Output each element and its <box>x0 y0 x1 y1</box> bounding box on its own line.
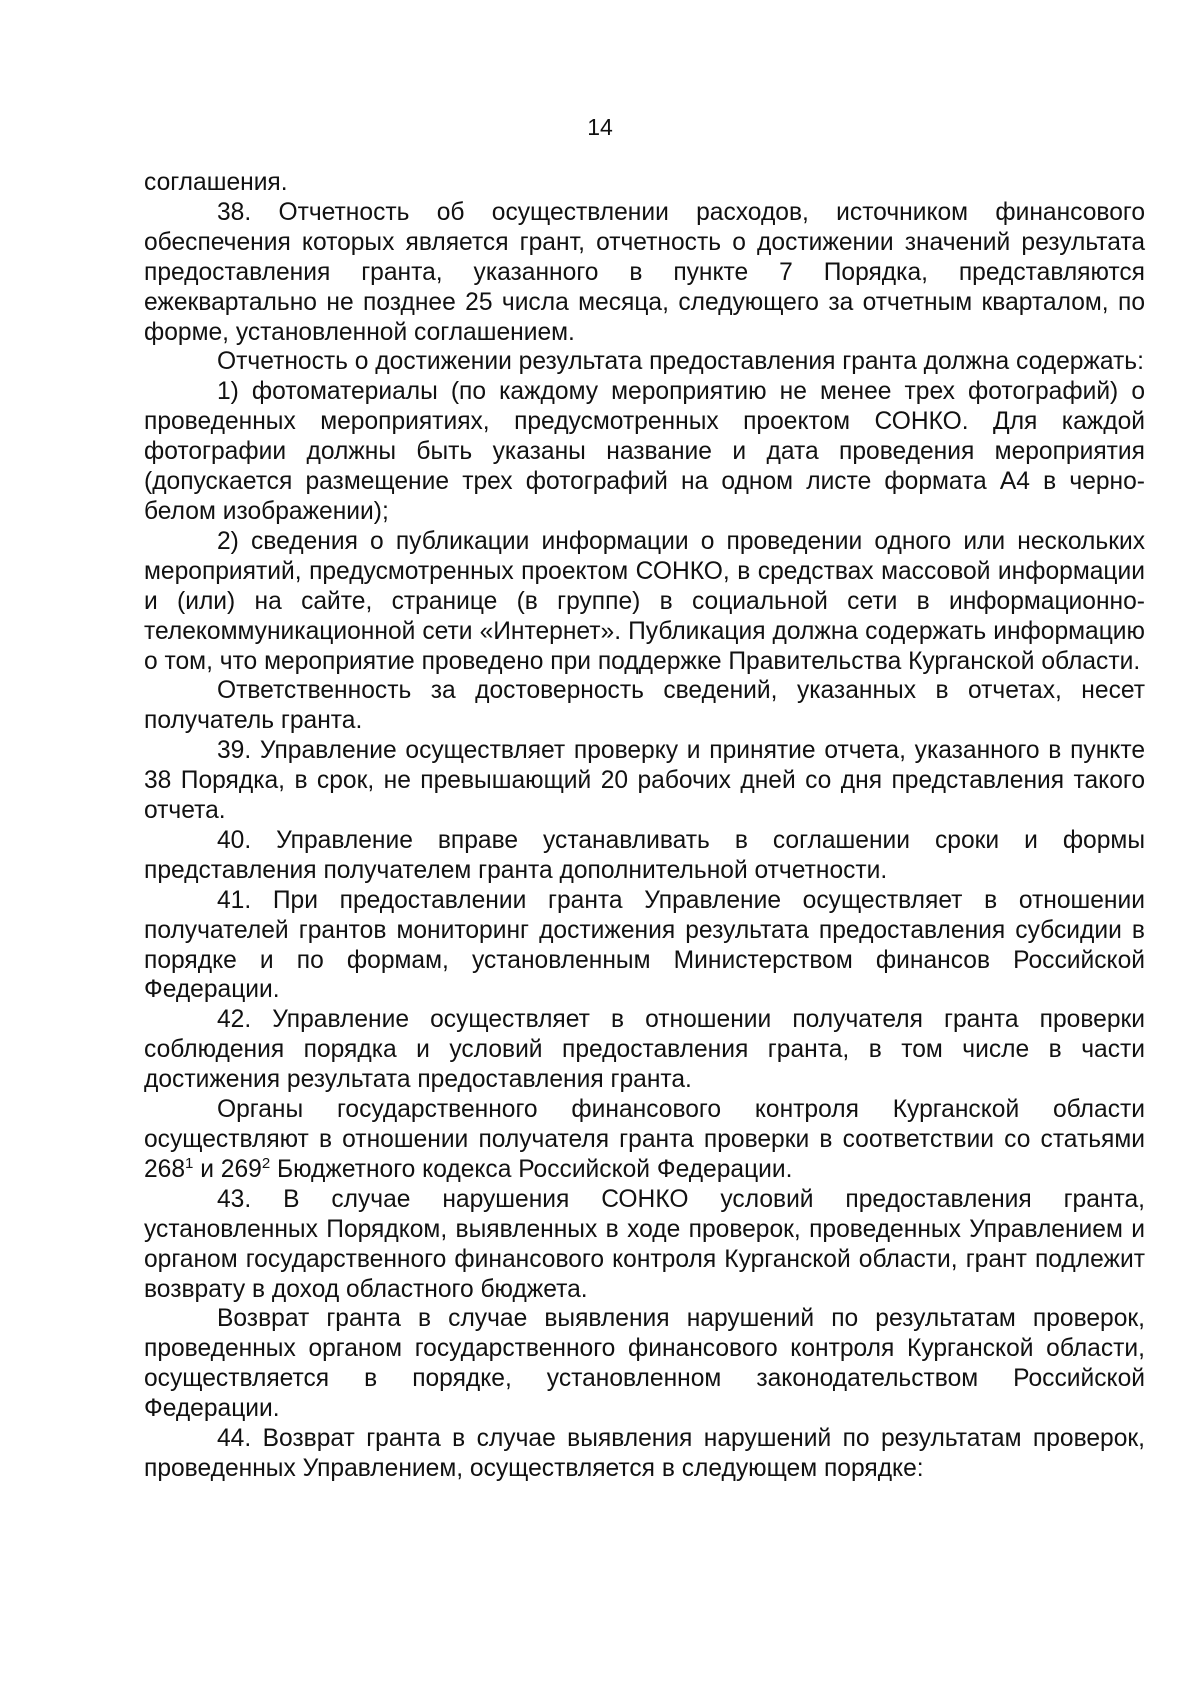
articles-text-after: Бюджетного кодекса Российской Федерации. <box>270 1155 793 1183</box>
paragraph-39: 39. Управление осуществляет проверку и принятие отчета, указанного в пункте 38 Порядка, в срок, не превышающий 20 рабочих дней со дня представления такого отчета. <box>144 737 1145 825</box>
articles-text-middle: и 269 <box>193 1155 262 1183</box>
paragraph-continuation: соглашения. <box>144 169 288 196</box>
paragraph-item-2-publications: 2) сведения о публикации информации о проведении одного или нескольких мероприятий, предусмотренных проектом СОНКО, в средствах массовой информации и (или) на сайте, странице (в группе) в социальной сети в информационно-телекоммуникационной сети «Интернет». Публикация должна содержать информацию о том, что мероприятие проведено при поддержке Правительства Курганской области. <box>144 527 1145 675</box>
articles-text-before: Органы государственного финансового контроля Курганской области осуществляют в отношении получателя гранта проверки в соответствии со статьями 268 <box>144 1096 1145 1183</box>
paragraph-financial-control <box>144 1095 1145 1185</box>
document-body <box>144 168 1145 1484</box>
superscript-1: 1 <box>185 1154 194 1172</box>
paragraph-43: 43. В случае нарушения СОНКО условий предоставления гранта, установленных Порядком, выявленных в ходе проверок, проведенных Управлением и органом государственного финансового контроля Курганской области, грант подлежит возврату в доход областного бюджета. <box>144 1185 1145 1303</box>
paragraph-refund-control: Возврат гранта в случае выявления нарушений по результатам проверок, проведенных органом государственного финансового контроля Курганской области, осуществляется в порядке, установленном законодательством Российской Федерации. <box>144 1305 1145 1423</box>
paragraph-38: 38. Отчетность об осуществлении расходов, источником финансового обеспечения которых является грант, отчетность о достижении значений результата предоставления гранта, указанного в пункте 7 Порядка, представляются ежеквартально не позднее 25 числа месяца, следующего за отчетным кварталом, по форме, установленной соглашением. <box>144 198 1145 346</box>
paragraph-responsibility: Ответственность за достоверность сведений, указанных в отчетах, несет получатель гранта. <box>144 677 1145 735</box>
paragraph-40: 40. Управление вправе устанавливать в соглашении сроки и формы представления получателем гранта дополнительной отчетности. <box>144 826 1145 884</box>
paragraph-report-content: Отчетность о достижении результата предоставления гранта должна содержать: <box>217 348 1144 376</box>
superscript-2: 2 <box>261 1154 271 1172</box>
page-number: 14 <box>587 114 613 140</box>
paragraph-44: 44. Возврат гранта в случае выявления нарушений по результатам проверок, проведенных Управлением, осуществляется в следующем порядке: <box>144 1425 1145 1482</box>
paragraph-item-1-photos: 1) фотоматериалы (по каждому мероприятию не менее трех фотографий) о проведенных мероприятиях, предусмотренных проектом СОНКО. Для каждой фотографии должны быть указаны название и дата проведения мероприятия (допускается размещение трех фотографий на одном листе формата А4 в черно-белом изображении); <box>144 378 1145 525</box>
paragraph-42: 42. Управление осуществляет в отношении получателя гранта проверки соблюдения порядка и условий предоставления гранта, в том числе в части достижения результата предоставления гранта. <box>144 1006 1145 1094</box>
paragraph-41: 41. При предоставлении гранта Управление осуществляет в отношении получателей грантов мониторинг достижения результата предоставления субсидии в порядке и по формам, установленным Министерством финансов Российской Федерации. <box>144 886 1145 1004</box>
